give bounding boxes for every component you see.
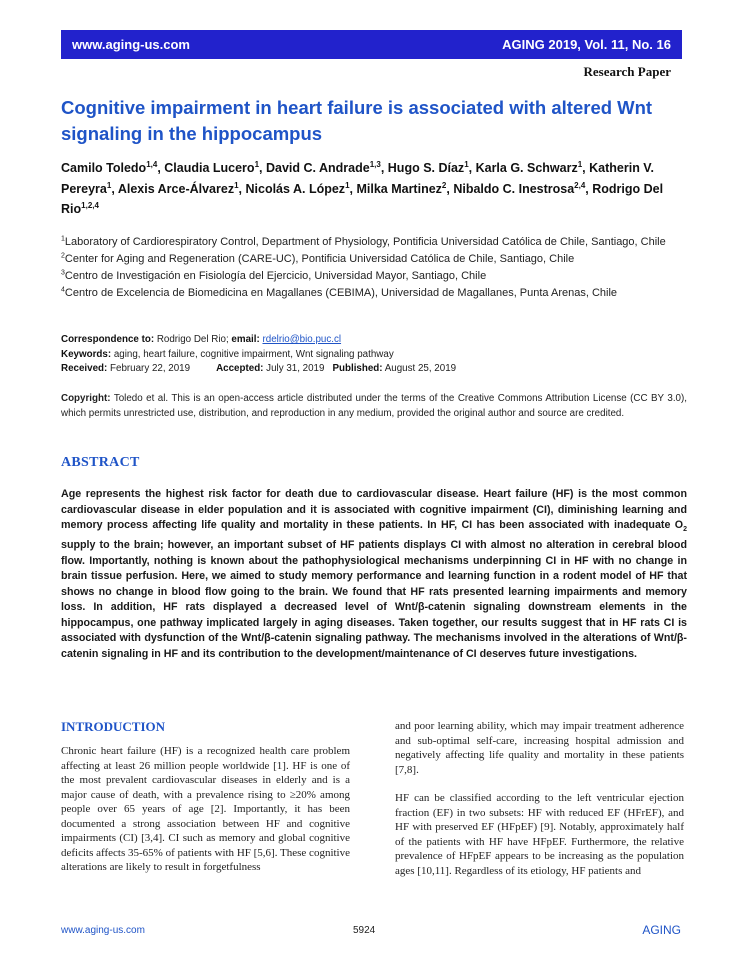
- email-link[interactable]: rdelrio@bio.puc.cl: [262, 334, 342, 345]
- accepted-date: July 31, 2019: [263, 363, 325, 374]
- journal-header-bar: [61, 30, 682, 59]
- correspondence-name: Rodrigo Del Rio;: [154, 334, 232, 345]
- affiliation-number: 4: [61, 286, 65, 294]
- header-site-link[interactable]: www.aging-us.com: [72, 37, 190, 52]
- body-column-right: [395, 719, 684, 892]
- author-affiliation-mark: 1,4: [146, 159, 158, 169]
- author-separator: ,: [111, 181, 118, 196]
- article-metadata: [61, 333, 691, 377]
- received-label: Received:: [61, 363, 108, 374]
- author-name: David C. Andrade: [265, 161, 370, 175]
- author-affiliation-mark: 1: [577, 159, 583, 169]
- footer-journal-name: AGING: [642, 923, 681, 937]
- author-name: Milka Martinez: [356, 181, 442, 196]
- copyright-text: Toledo et al. This is an open-access article distributed under the terms of the Creative Commons Attribution License (CC BY 3.0), which permits unrestricted use, distribution, and reproduction in any medium, provided the original author and source are credited.: [61, 393, 687, 419]
- header-journal-info: AGING 2019, Vol. 11, No. 16: [502, 37, 671, 52]
- affiliation: [61, 251, 691, 268]
- body-paragraph: HF can be classified according to the left ventricular ejection fraction (EF) in two subsets: HF with reduced EF (HFrEF), and HF with preserved EF (HFpEF) [9]. Notably, approximately half of the patients with HF have HFpEF. Furthermore, the relative prevalence of HFpEF appears to be increasing as the population ages [10,11]. Regardless of its etiology, HF patients and: [395, 792, 684, 877]
- affiliation-text: Centro de Excelencia de Biomedicina en Magallanes (CEBIMA), Universidad de Magallanes, Punta Arenas, Chile: [64, 287, 618, 299]
- author-affiliation-mark: 1: [254, 159, 260, 169]
- correspondence-label: Correspondence to:: [61, 334, 155, 345]
- affiliation: [61, 234, 691, 251]
- abstract-heading: ABSTRACT: [61, 455, 140, 470]
- author-separator: ,: [238, 181, 246, 196]
- page-number: 5924: [353, 925, 376, 936]
- affiliation-text: Centro de Investigación en Fisiología del Ejercicio, Universidad Mayor, Santiago, Chile: [64, 270, 487, 282]
- abstract-part-2: supply to the brain; however, an important subset of HF patients displays CI with almost no alteration in cerebral blood flow. Importantly, nothing is known about the pathophysiological mechanisms underpinning CI in HF with no change in brain tissue perfusion. Here, we aimed to study memory performance and learning function in a rodent model of HF that shows no change in blood flow going to the brain. We found that HF rats presented learning impairments and memory loss. In addition, HF rats displayed a decreased level of Wnt/β-catenin signaling downstream elements in the hippocampus, one pathway implicated largely in aging diseases. Taken together, our results suggest that in HF rats CI is associated with dysfunction of the Wnt/β-catenin signaling pathway. The mechanisms involved in the alterations of Wnt/β-catenin signaling in HF and its contribution to the development/maintenance of CI deserves future investigations.: [61, 538, 687, 661]
- affiliation-number: 1: [61, 235, 65, 243]
- correspondence-line: [61, 333, 691, 348]
- author-list: [61, 158, 691, 220]
- affiliation-list: [61, 234, 691, 302]
- published-label: Published:: [332, 363, 383, 374]
- author-separator: ,: [585, 181, 593, 196]
- author-separator: ,: [468, 161, 476, 175]
- author-affiliation-mark: 2: [441, 180, 447, 190]
- author-name: Camilo Toledo: [61, 161, 147, 175]
- affiliation-text: Center for Aging and Regeneration (CARE-UC), Pontificia Universidad Católica de Chile, Santiago, Chile: [64, 253, 575, 265]
- author-affiliation-mark: 2,4: [574, 180, 586, 190]
- published-date: August 25, 2019: [382, 363, 457, 374]
- body-column-left: [61, 744, 350, 889]
- author-affiliation-mark: 1,3: [369, 159, 381, 169]
- abstract-text: [61, 487, 687, 663]
- author-name: Alexis Arce-Álvarez: [117, 181, 235, 196]
- affiliation: [61, 285, 691, 302]
- author-name: Hugo S. Díaz: [387, 161, 465, 175]
- author-name: Claudia Lucero: [164, 161, 255, 175]
- affiliation-text: Laboratory of Cardiorespiratory Control, Department of Physiology, Pontificia Universidad Católica de Chile, Santiago, Chile: [64, 236, 666, 248]
- copyright-notice: [61, 392, 687, 421]
- author-separator: ,: [446, 181, 454, 196]
- author-affiliation-mark: 1: [345, 180, 350, 190]
- footer-site-link[interactable]: www.aging-us.com: [61, 925, 145, 936]
- author-separator: ,: [259, 161, 266, 175]
- author-name: Nibaldo C. Inestrosa: [453, 181, 575, 196]
- affiliation-number: 2: [61, 252, 65, 260]
- introduction-heading: INTRODUCTION: [61, 719, 166, 734]
- author-affiliation-mark: 1: [106, 180, 112, 190]
- author-affiliation-mark: 1: [464, 159, 469, 169]
- article-type: Research Paper: [583, 64, 671, 79]
- dates-line: [61, 362, 691, 377]
- article-title: Cognitive impairment in heart failure is associated with altered Wnt signaling in the hippocampus: [61, 97, 653, 144]
- author-separator: ,: [582, 161, 590, 175]
- body-paragraph: and poor learning ability, which may impair treatment adherence and sub-optimal self-care, increasing hospital admission and negatively affecting life quality and mortality in these patients [7,8].: [395, 720, 684, 776]
- keywords-label: Keywords:: [61, 348, 112, 360]
- abstract-subscript: 2: [683, 526, 687, 534]
- author-name: Karla G. Schwarz: [475, 161, 578, 175]
- author-name: Rodrigo Del Rio: [61, 181, 664, 216]
- affiliation: [61, 268, 691, 285]
- received-date: February 22, 2019: [107, 363, 191, 374]
- author-affiliation-mark: 1,2,4: [81, 200, 99, 210]
- accepted-label: Accepted:: [216, 363, 264, 374]
- keywords-text: aging, heart failure, cognitive impairment, Wnt signaling pathway: [111, 348, 394, 360]
- affiliation-number: 3: [61, 269, 65, 277]
- copyright-label: Copyright:: [61, 393, 111, 404]
- keywords-line: [61, 348, 691, 363]
- body-paragraph: Chronic heart failure (HF) is a recognized health care problem affecting at least 26 million people worldwide [1]. HF is one of the most prevalent cardiovascular diseases in elderly and is a major cause of death, with a prevalence rising to ≥20% among people over 65 years of age [2]. Importantly, it has been documented a strong association between HF and cognitive impairments (CI) [3,4]. CI such as memory and global cognitive deficits affects 35-65% of patients with HF [5,6]. These cognitive alterations are likely to result in forgetfulness: [61, 745, 350, 873]
- author-name: Nicolás A. López: [245, 181, 346, 196]
- author-separator: ,: [157, 161, 165, 175]
- email-label: email:: [231, 334, 260, 345]
- author-separator: ,: [349, 181, 357, 196]
- author-separator: ,: [380, 161, 388, 175]
- author-affiliation-mark: 1: [234, 180, 239, 190]
- abstract-part-1: Age represents the highest risk factor for death due to cardiovascular disease. Heart failure (HF) is the most common cardiovascular disease in elder population and it is associated with cognitive impairment (CI), diminishing learning and memory process affecting life quality and mortality in these patients. In HF, CI has been associated with inadequate O: [61, 488, 687, 532]
- author-name: Katherin V. Pereyra: [61, 161, 654, 196]
